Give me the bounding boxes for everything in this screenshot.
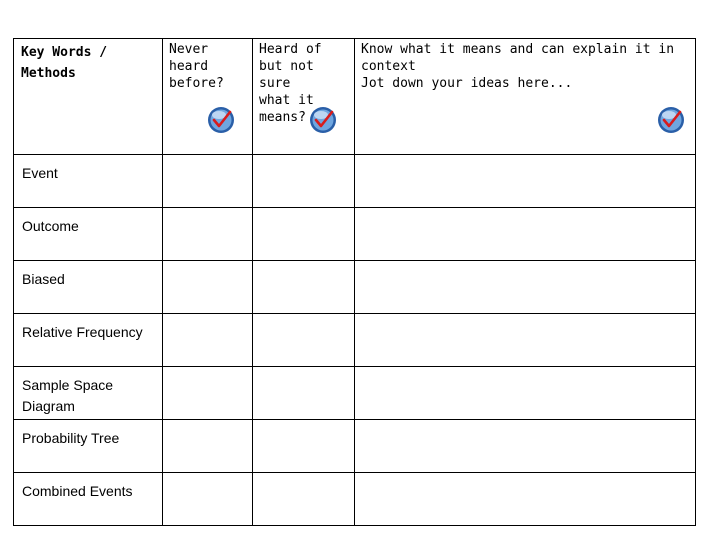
- notes-cell[interactable]: [355, 314, 696, 367]
- header-never-heard: Never heard before?: [169, 42, 224, 91]
- checkmark-icon: [657, 106, 685, 134]
- never-heard-cell[interactable]: [163, 208, 253, 261]
- header-row: [14, 39, 696, 155]
- checkmark-icon: [207, 106, 235, 134]
- term-label: Sample Space Diagram: [22, 377, 114, 414]
- header-cell-heard: [253, 39, 355, 155]
- heard-not-sure-cell[interactable]: [253, 208, 355, 261]
- notes-cell[interactable]: [355, 261, 696, 314]
- term-label: Outcome: [22, 218, 79, 234]
- term-label: Event: [22, 165, 58, 181]
- heard-not-sure-cell[interactable]: [253, 155, 355, 208]
- table-row: [14, 314, 696, 367]
- header-cell-key-words: [14, 39, 163, 155]
- term-label: Relative Frequency: [22, 324, 143, 340]
- header-heard-not-sure: Heard of but not sure what it means?: [259, 42, 322, 125]
- term-cell: [14, 155, 163, 208]
- table-row: [14, 155, 696, 208]
- term-cell: [14, 367, 163, 420]
- table-row: [14, 473, 696, 526]
- heard-not-sure-cell[interactable]: [253, 473, 355, 526]
- term-cell: [14, 473, 163, 526]
- term-cell: [14, 314, 163, 367]
- never-heard-cell[interactable]: [163, 367, 253, 420]
- key-words-table: [13, 38, 696, 526]
- table-row: [14, 261, 696, 314]
- notes-cell[interactable]: [355, 420, 696, 473]
- header-cell-never: [163, 39, 253, 155]
- header-cell-know: [355, 39, 696, 155]
- term-label: Biased: [22, 271, 65, 287]
- heard-not-sure-cell[interactable]: [253, 314, 355, 367]
- term-cell: [14, 420, 163, 473]
- term-cell: [14, 208, 163, 261]
- table-row: [14, 367, 696, 420]
- term-cell: [14, 261, 163, 314]
- term-label: Probability Tree: [22, 430, 120, 446]
- never-heard-cell[interactable]: [163, 473, 253, 526]
- notes-cell[interactable]: [355, 367, 696, 420]
- heard-not-sure-cell[interactable]: [253, 420, 355, 473]
- notes-cell[interactable]: [355, 473, 696, 526]
- header-key-words: Key Words / Methods: [21, 45, 108, 81]
- checkmark-icon: [309, 106, 337, 134]
- table-row: [14, 420, 696, 473]
- header-know-explain: Know what it means and can explain it in context Jot down your ideas here...: [361, 42, 675, 91]
- heard-not-sure-cell[interactable]: [253, 367, 355, 420]
- notes-cell[interactable]: [355, 208, 696, 261]
- notes-cell[interactable]: [355, 155, 696, 208]
- term-label: Combined Events: [22, 483, 133, 499]
- never-heard-cell[interactable]: [163, 420, 253, 473]
- table-row: [14, 208, 696, 261]
- never-heard-cell[interactable]: [163, 314, 253, 367]
- heard-not-sure-cell[interactable]: [253, 261, 355, 314]
- never-heard-cell[interactable]: [163, 155, 253, 208]
- never-heard-cell[interactable]: [163, 261, 253, 314]
